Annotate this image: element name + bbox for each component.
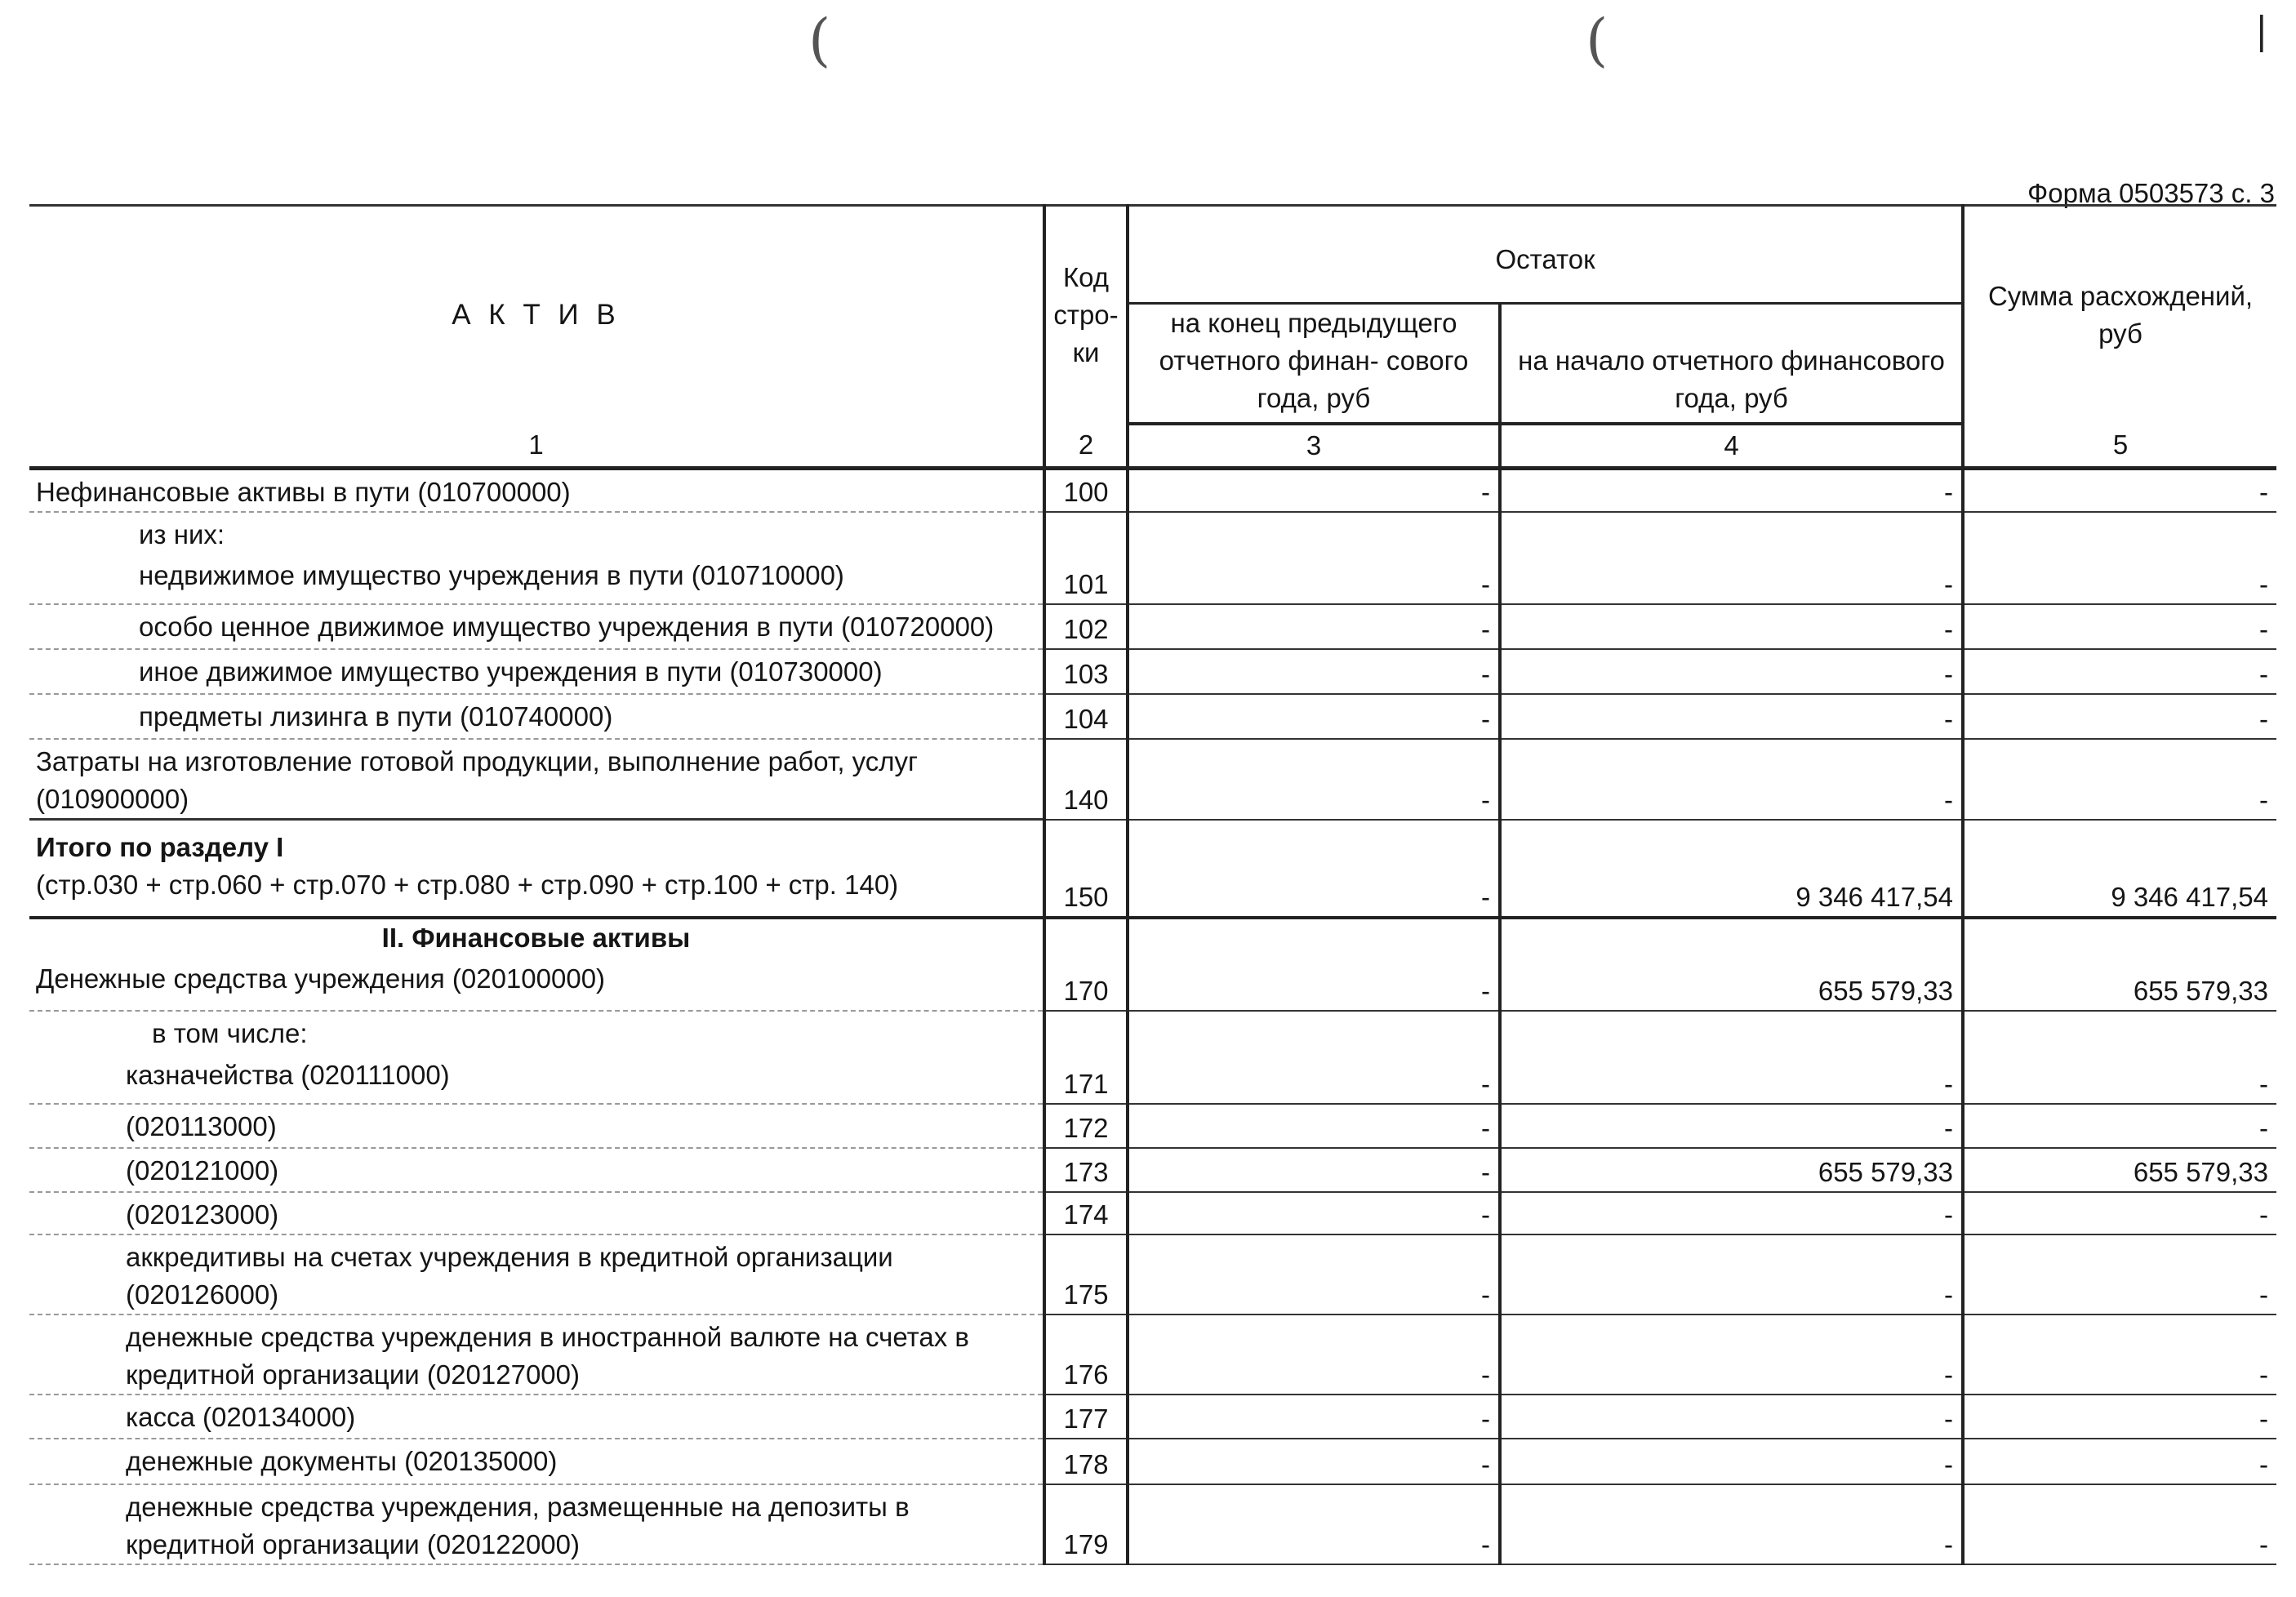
table-row: [29, 1011, 2276, 1053]
row-value-col3: -: [1128, 1484, 1500, 1564]
row-value-col5: 9 346 417,54: [1963, 820, 2276, 918]
row-code: 101: [1044, 554, 1128, 604]
header-ostatok: Остаток: [1128, 206, 1963, 304]
row-value-col5: -: [1963, 1315, 2276, 1395]
row-value-col5: -: [1963, 1439, 2276, 1484]
table-row: [29, 1192, 2276, 1234]
table-row: [29, 1395, 2276, 1439]
row-value-col3: -: [1128, 1148, 1500, 1192]
table-row: [29, 1315, 2276, 1395]
row-value-col4: 655 579,33: [1500, 957, 1963, 1011]
row-value-col3: -: [1128, 820, 1500, 918]
row-value-col3: -: [1128, 957, 1500, 1011]
row-value-col5: -: [1963, 604, 2276, 649]
row-name: (020123000): [29, 1192, 1044, 1234]
row-name: Денежные средства учреждения (020100000): [29, 957, 1044, 1011]
row-value-col5: -: [1963, 694, 2276, 739]
row-value-col4: -: [1500, 554, 1963, 604]
row-value-col5: 655 579,33: [1963, 957, 2276, 1011]
section-code: [1044, 918, 1128, 957]
row-value-col4: -: [1500, 649, 1963, 694]
row-value-col4: -: [1500, 1484, 1963, 1564]
row-name: касса (020134000): [29, 1395, 1044, 1439]
table-row: [29, 739, 2276, 820]
row-name: иное движимое имущество учреждения в пути (010730000): [29, 649, 1044, 694]
column-number: 3: [1128, 424, 1500, 469]
row-name: особо ценное движимое имущество учреждения в пути (010720000): [29, 604, 1044, 649]
column-number: 5: [1963, 424, 2276, 469]
row-value-col3: -: [1128, 1439, 1500, 1484]
row-value-col4: -: [1500, 604, 1963, 649]
table-row: [29, 957, 2276, 1011]
section-row: [29, 918, 2276, 957]
header-sum: Сумма расхождений, руб: [1963, 206, 2276, 425]
row-code: 179: [1044, 1484, 1128, 1564]
row-value-col5: -: [1963, 1104, 2276, 1148]
row-value-col4: -: [1500, 1315, 1963, 1395]
row-code: 173: [1044, 1148, 1128, 1192]
row-code: 102: [1044, 604, 1128, 649]
row-code: 171: [1044, 1053, 1128, 1104]
row-value-col4: -: [1500, 739, 1963, 820]
table-row: [29, 1234, 2276, 1315]
row-name: в том числе:: [152, 1017, 308, 1048]
column-number: 4: [1500, 424, 1963, 469]
table-row: [29, 694, 2276, 739]
table-row: [29, 1439, 2276, 1484]
row-value-col4: -: [1500, 1053, 1963, 1104]
table-row: [29, 469, 2276, 513]
column-number: 1: [29, 424, 1044, 469]
row-value-col5: -: [1963, 1192, 2276, 1234]
row-code: 170: [1044, 957, 1128, 1011]
row-value-col3: -: [1128, 554, 1500, 604]
row-code: 104: [1044, 694, 1128, 739]
row-name: предметы лизинга в пути (010740000): [29, 694, 1044, 739]
header-col3: на конец предыдущего отчетного финан- сового года, руб: [1128, 304, 1500, 425]
section-empty: [1128, 918, 1500, 957]
header-col4: на начало отчетного финансового года, руб: [1500, 304, 1963, 425]
row-value-col5: [1963, 512, 2276, 554]
row-code: 100: [1044, 469, 1128, 513]
row-name: (020113000): [29, 1104, 1044, 1148]
balance-sheet-table: [29, 204, 2276, 1559]
row-value-col4: [1500, 1011, 1963, 1053]
row-value-col3: -: [1128, 469, 1500, 513]
row-value-col3: -: [1128, 604, 1500, 649]
row-value-col3: -: [1128, 1104, 1500, 1148]
section-empty: [1963, 918, 2276, 957]
row-code: 175: [1044, 1234, 1128, 1315]
row-value-col3: -: [1128, 649, 1500, 694]
row-value-col4: 9 346 417,54: [1500, 820, 1963, 918]
row-name: денежные средства учреждения, размещенные на депозиты в кредитной организации (020122000): [29, 1484, 1044, 1564]
row-name: из них:: [139, 519, 225, 549]
row-name: [29, 820, 1044, 918]
scan-mark: |: [2255, 8, 2268, 52]
row-code: 176: [1044, 1315, 1128, 1395]
row-name: Нефинансовые активы в пути (010700000): [29, 469, 1044, 513]
row-value-col5: -: [1963, 1484, 2276, 1564]
header-aktiv: А К Т И В: [452, 299, 621, 331]
row-value-col5: -: [1963, 469, 2276, 513]
column-number: 2: [1044, 424, 1128, 469]
row-value-col3: -: [1128, 1315, 1500, 1395]
row-code: 178: [1044, 1439, 1128, 1484]
row-value-col4: -: [1500, 1104, 1963, 1148]
row-name: Затраты на изготовление готовой продукции, выполнение работ, услуг (010900000): [29, 739, 1044, 820]
row-value-col4: -: [1500, 1439, 1963, 1484]
row-name: (020121000): [29, 1148, 1044, 1192]
table-row: [29, 1148, 2276, 1192]
row-value-col4: -: [1500, 1234, 1963, 1315]
row-code: [1044, 512, 1128, 554]
row-value-col3: -: [1128, 1192, 1500, 1234]
row-value-col5: -: [1963, 739, 2276, 820]
table-row: [29, 649, 2276, 694]
row-code: 103: [1044, 649, 1128, 694]
row-value-col5: [1963, 1011, 2276, 1053]
row-value-col4: -: [1500, 469, 1963, 513]
row-value-col5: -: [1963, 554, 2276, 604]
row-value-col4: [1500, 512, 1963, 554]
row-value-col4: 655 579,33: [1500, 1148, 1963, 1192]
row-value-col3: [1128, 1011, 1500, 1053]
row-value-col5: -: [1963, 1053, 2276, 1104]
row-value-col5: 655 579,33: [1963, 1148, 2276, 1192]
row-value-col3: -: [1128, 739, 1500, 820]
row-code: [1044, 1011, 1128, 1053]
row-value-col4: -: [1500, 1395, 1963, 1439]
row-value-col4: -: [1500, 694, 1963, 739]
row-name: недвижимое имущество учреждения в пути (010710000): [29, 554, 1044, 604]
row-name: казначейства (020111000): [29, 1053, 1044, 1104]
row-name: аккредитивы на счетах учреждения в кредитной организации (020126000): [29, 1234, 1044, 1315]
section-title: II. Финансовые активы: [29, 918, 1044, 957]
row-code: 177: [1044, 1395, 1128, 1439]
row-value-col5: -: [1963, 649, 2276, 694]
row-code: 140: [1044, 739, 1128, 820]
row-value-col3: -: [1128, 694, 1500, 739]
table-row: [29, 820, 2276, 918]
row-code: 172: [1044, 1104, 1128, 1148]
row-name: денежные документы (020135000): [29, 1439, 1044, 1484]
total-title: Итого по разделу I: [36, 832, 284, 862]
row-name: денежные средства учреждения в иностранной валюте на счетах в кредитной организации (020127000): [29, 1315, 1044, 1395]
table-row: [29, 554, 2276, 604]
table-row: [29, 1484, 2276, 1564]
total-formula: (стр.030 + стр.060 + стр.070 + стр.080 + стр.090 + стр.100 + стр. 140): [36, 870, 899, 900]
row-value-col5: -: [1963, 1395, 2276, 1439]
table-row: [29, 1053, 2276, 1104]
row-value-col5: -: [1963, 1234, 2276, 1315]
section-empty: [1500, 918, 1963, 957]
row-value-col3: -: [1128, 1053, 1500, 1104]
row-value-col4: -: [1500, 1192, 1963, 1234]
table-row: [29, 604, 2276, 649]
table-row: [29, 1104, 2276, 1148]
header-code: Код стро- ки: [1044, 206, 1128, 425]
row-value-col3: [1128, 512, 1500, 554]
row-code: 150: [1044, 820, 1128, 918]
scan-mark: (: [1586, 7, 1609, 73]
row-value-col3: -: [1128, 1234, 1500, 1315]
table-row: [29, 512, 2276, 554]
row-value-col3: -: [1128, 1395, 1500, 1439]
form-label: Форма 0503573 с. 3: [2027, 178, 2275, 208]
scan-mark: (: [808, 7, 831, 73]
row-code: 174: [1044, 1192, 1128, 1234]
